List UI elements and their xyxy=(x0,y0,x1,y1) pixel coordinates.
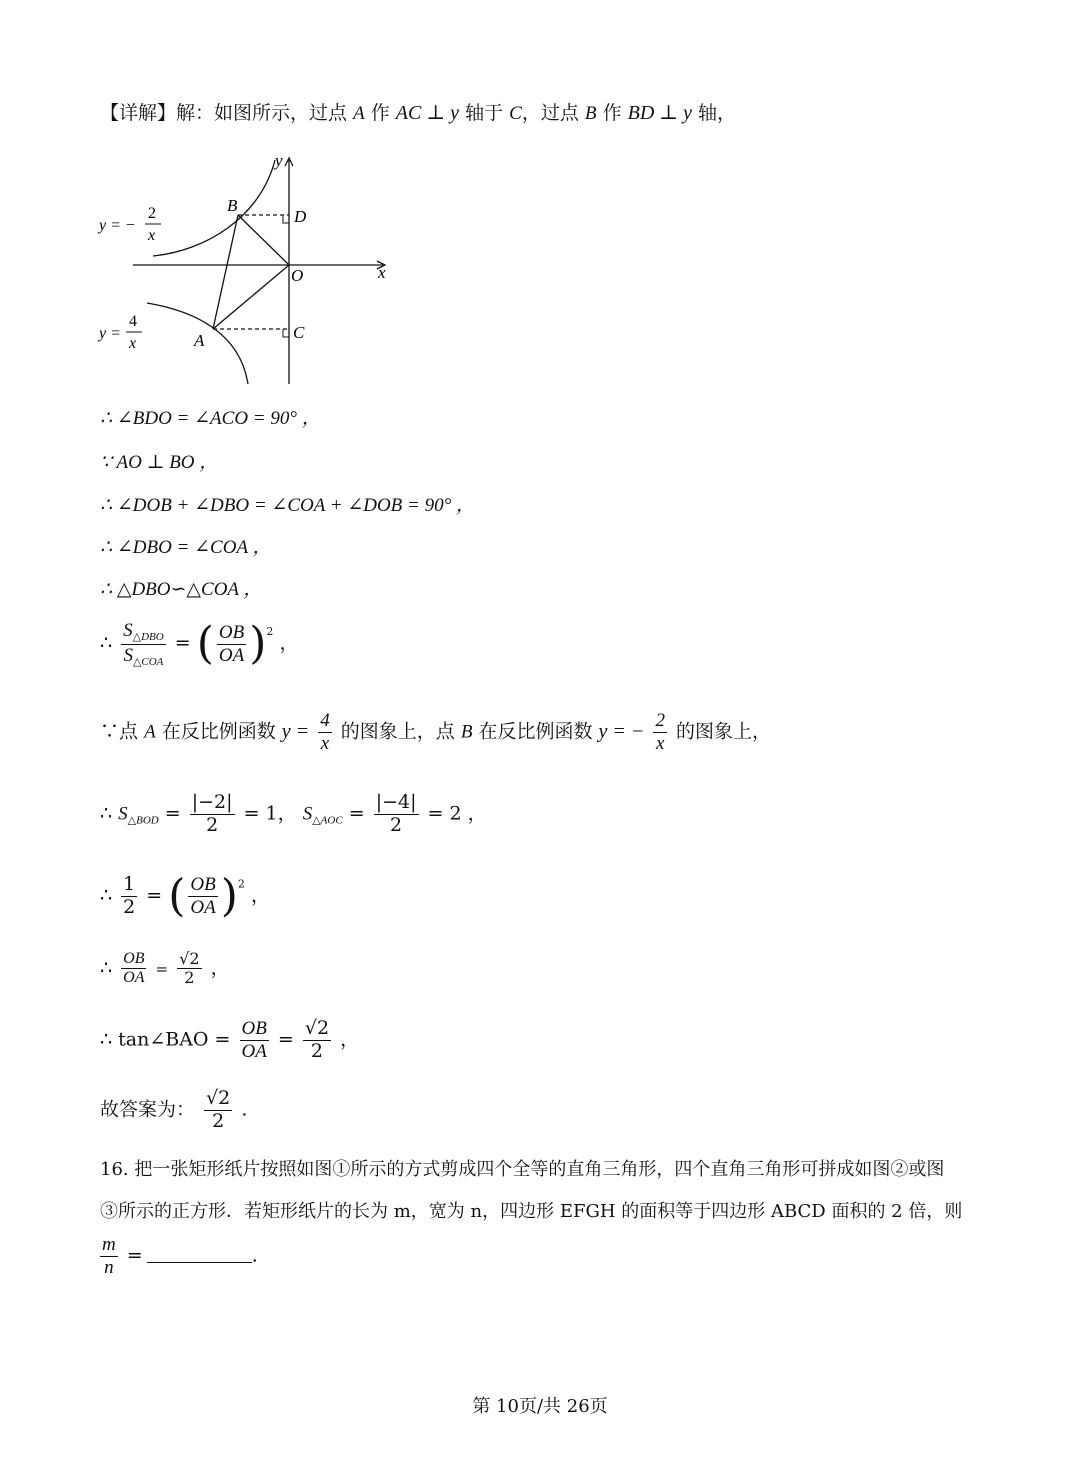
step-11: ∴ tan∠BAO = $\frac{OB}{OA}$ = $\frac{√2}{2}$ ， xyxy=(100,1017,360,1062)
label-c: C xyxy=(293,323,305,342)
step-9: ∴ $\frac{1}{2}$ = ( $\frac{OB}{OA}$ )$^2$ ， xyxy=(100,870,270,922)
label-a: A xyxy=(194,331,205,350)
curve2-num: 4 xyxy=(129,313,137,330)
detail-tag: 【详解】 xyxy=(100,102,177,124)
step-6: ∴ $\frac{S_{\triangle DBO}}{S_{\triangle COA}}$ = ( $\frac{OB}{OA}$ )$^2$ ， xyxy=(100,618,299,670)
problem-16-line-1: 16. 把一张矩形纸片按照如图①所示的方式剪成四个全等的直角三角形，四个直角三角形可拼成如图②或图 xyxy=(100,1159,945,1180)
problem-16-line-2: ③所示的正方形．若矩形纸片的长为 m，宽为 n，四边形 EFGH 的面积等于四边形 ABCD 面积的 2 倍，则 xyxy=(100,1201,963,1222)
coordinate-figure xyxy=(95,148,395,393)
segment-bo xyxy=(238,215,289,265)
curve1-num: 2 xyxy=(148,205,156,222)
curve1-den: x xyxy=(148,227,156,244)
curve2-lhs: y = xyxy=(99,325,121,342)
area-ratio-fraction: $\frac{S_{\triangle DBO}}{S_{\triangle COA}}$ xyxy=(123,620,164,668)
step-1: ∴ ∠BDO = ∠ACO = 90° ， xyxy=(100,408,321,429)
curve2-den: x xyxy=(129,335,137,352)
answer-line: 故答案为： $\frac{√2}{2}$ . xyxy=(100,1087,248,1132)
right-angle-mark-c xyxy=(283,329,289,337)
answer-blank xyxy=(147,1262,252,1263)
label-o: O xyxy=(291,266,304,285)
curve-neg-2-over-x xyxy=(153,160,275,256)
step-8: ∴ $S_{\triangle BOD}$ = $\frac{|-2|}{2}$ = 1， $S_{\triangle AOC}$ = $\frac{|-4|}{2}$ = 2 ， xyxy=(100,791,487,836)
label-d: D xyxy=(294,207,307,226)
step-7: ∵点 A 在反比例函数 y = $\frac{4}{x}$ 的图象上，点 B 在反比例函数 y = − $\frac{2}{x}$ 的图象上， xyxy=(100,710,772,754)
curve1-lhs: y = − xyxy=(99,217,136,234)
page-footer: 第 10页/共 26页 xyxy=(472,1396,608,1417)
step-3: ∴ ∠DOB + ∠DBO = ∠COA + ∠DOB = 90° ， xyxy=(100,495,475,516)
step-5: ∴ △DBO∽△COA ， xyxy=(100,579,263,600)
step-2: ∵ AO ⊥ BO ， xyxy=(100,452,219,473)
step-4: ∴ ∠DBO = ∠COA ， xyxy=(100,537,272,558)
problem-16-line-3: $\frac{m}{n}$ = . xyxy=(102,1234,258,1278)
label-x: x xyxy=(378,263,386,282)
intro-line: 【详解】解：如图所示，过点 A 作 AC ⊥ y 轴于 C，过点 B 作 BD ⊥ y 轴， xyxy=(100,102,737,124)
right-angle-mark-d xyxy=(283,215,289,223)
label-y: y xyxy=(275,151,283,170)
step-10: ∴ $\frac{OB}{OA}$ = $\frac{√2}{2}$ ， xyxy=(100,949,230,988)
label-b: B xyxy=(227,196,238,215)
